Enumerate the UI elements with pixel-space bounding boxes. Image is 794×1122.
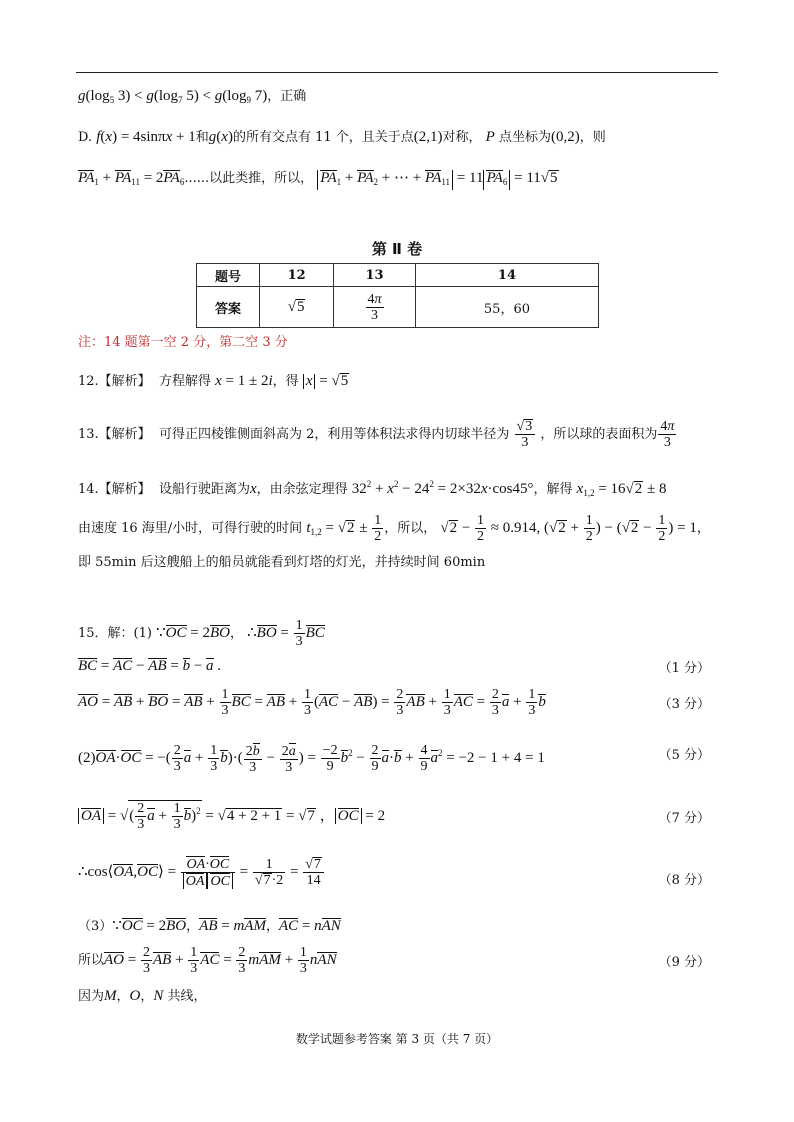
q15-part3-given: （3）∵OC = 2BO，AB = mAM，AC = nAN xyxy=(78,918,341,934)
q15-bc-expr: BC = AC − AB = b − a . xyxy=(78,658,222,674)
section-title: 第 Ⅱ 卷 xyxy=(371,240,423,258)
scoring-note: 注：14 题第一空 2 分，第二空 3 分 xyxy=(78,335,288,350)
q15-collinear: 因为M，O，N 共线， xyxy=(78,988,207,1004)
q15-part3-ao: 所以AO = $\frac{2}{3}$ AB + $\frac{1}{3}$ AC = $\frac{2}{3}$ mAM + $\frac{1}{3}$ nAN xyxy=(78,945,337,977)
answer-table xyxy=(196,263,599,328)
header-rule xyxy=(76,72,718,73)
score-8: （8 分） xyxy=(658,873,710,888)
table-header-label: 题号 xyxy=(197,264,260,287)
answer-13: $\frac{4\pi}{3}$ xyxy=(334,287,416,328)
q13-solution: 13.【解析】 可得正四棱锥侧面斜高为 2，利用等体积法求得内切球半径为 $\frac{√3}{3}$ ，所以球的表面积为 $\frac{4\pi}{3}$ xyxy=(78,419,675,450)
table-col-13: 13 xyxy=(334,264,416,287)
line-option-d-vectors: $PA_1 + PA_{11} = 2PA_6$......以此类推，所以， $PA_1 + PA_2$ + ⋯ + $PA_{11} = 11$ $PA_6 = 11√5$ xyxy=(78,168,559,192)
answer-14: 55，60 xyxy=(415,287,598,328)
table-col-12: 12 xyxy=(260,264,334,287)
q15-part2-dot: (2)OA·OC = −( $\frac{2}{3}$ a + $\frac{1}{3}$ b)·( $\frac{2b}{3}$ − $\frac{2a}{3}$ ) = $\frac{-2}{9}$ $b^2$ − $\frac{2}{9}$ a·b + $\frac{4}{9}$ $a^2 = -2 - 1 + 4 = 1$ xyxy=(78,743,545,775)
score-1: （1 分） xyxy=(658,661,710,676)
q15-oa-length: OA = √( $\frac{2}{3}$ a + $\frac{1}{3}$ b)$^2$ = √4 + 2 + 1 = √7 ， OC = 2 xyxy=(78,798,385,834)
score-5: （5 分） xyxy=(658,748,710,763)
q14-line2: 由速度 16 海里/小时，可得行驶的时间 $t_{1,2} = √2$ ± $\frac{1}{2}$ ，所以， √2 − $\frac{1}{2}$ ≈ 0.914, (√2 + $\frac{1}{2}$ ) − (√2 − $\frac{1}{2}$ ) = 1， xyxy=(78,513,710,545)
answer-12: √5 xyxy=(260,287,334,328)
score-3: （3 分） xyxy=(658,697,710,712)
q12-solution: 12.【解析】 方程解得 x = 1 ± 2i，得 x = √5 xyxy=(78,373,349,389)
q14-solution: 14.【解析】 设船行驶距离为x，由余弦定理得 $32^2 + x^2 - 24^2 = 2\times 32x\cdot\cos 45^\circ$，解得 $x_{1,2} = 16√2 \pm 8$ xyxy=(78,479,667,498)
score-9: （9 分） xyxy=(658,955,710,970)
q14-line3: 即 55min 后这艘船上的船员就能看到灯塔的灯光，并持续时间 60min xyxy=(78,555,486,570)
q15-part1-line1: 15．解：(1) ∵OC = 2BO， ∴BO = $\frac{1}{3}$ BC xyxy=(78,618,325,650)
q15-ao-expr: AO = AB + BO = AB + $\frac{1}{3}$ BC = AB + $\frac{1}{3}$ (AC − AB) = $\frac{2}{3}$ AB + $\frac{1}{3}$ AC = $\frac{2}{3}$ a + $\frac{1}{3}$ b xyxy=(78,687,546,719)
q15-cos-angle: ∴cos⟨OA,OC⟩ = $\frac{OA\cdot OC}{\text{OA OC}}$ = $\frac{1}{√7\cdot 2}$ = $\frac{√7}{14}$ xyxy=(78,852,325,892)
table-col-14: 14 xyxy=(415,264,598,287)
page-footer: 数学试题参考答案 第 3 页（共 7 页） xyxy=(295,1032,499,1046)
line-g-compare: $g(\log_5$ $3) < g(\log_7$ $5) < g(\log_9$ 7)，正确 xyxy=(78,88,307,105)
line-option-d: D. f(x) = 4sinπx + 1和g(x)的所有交点有 11 个，且关于点(2,1)对称， P 点坐标为(0,2)，则 xyxy=(78,129,606,145)
table-answer-label: 答案 xyxy=(197,287,260,328)
score-7: （7 分） xyxy=(658,811,710,826)
